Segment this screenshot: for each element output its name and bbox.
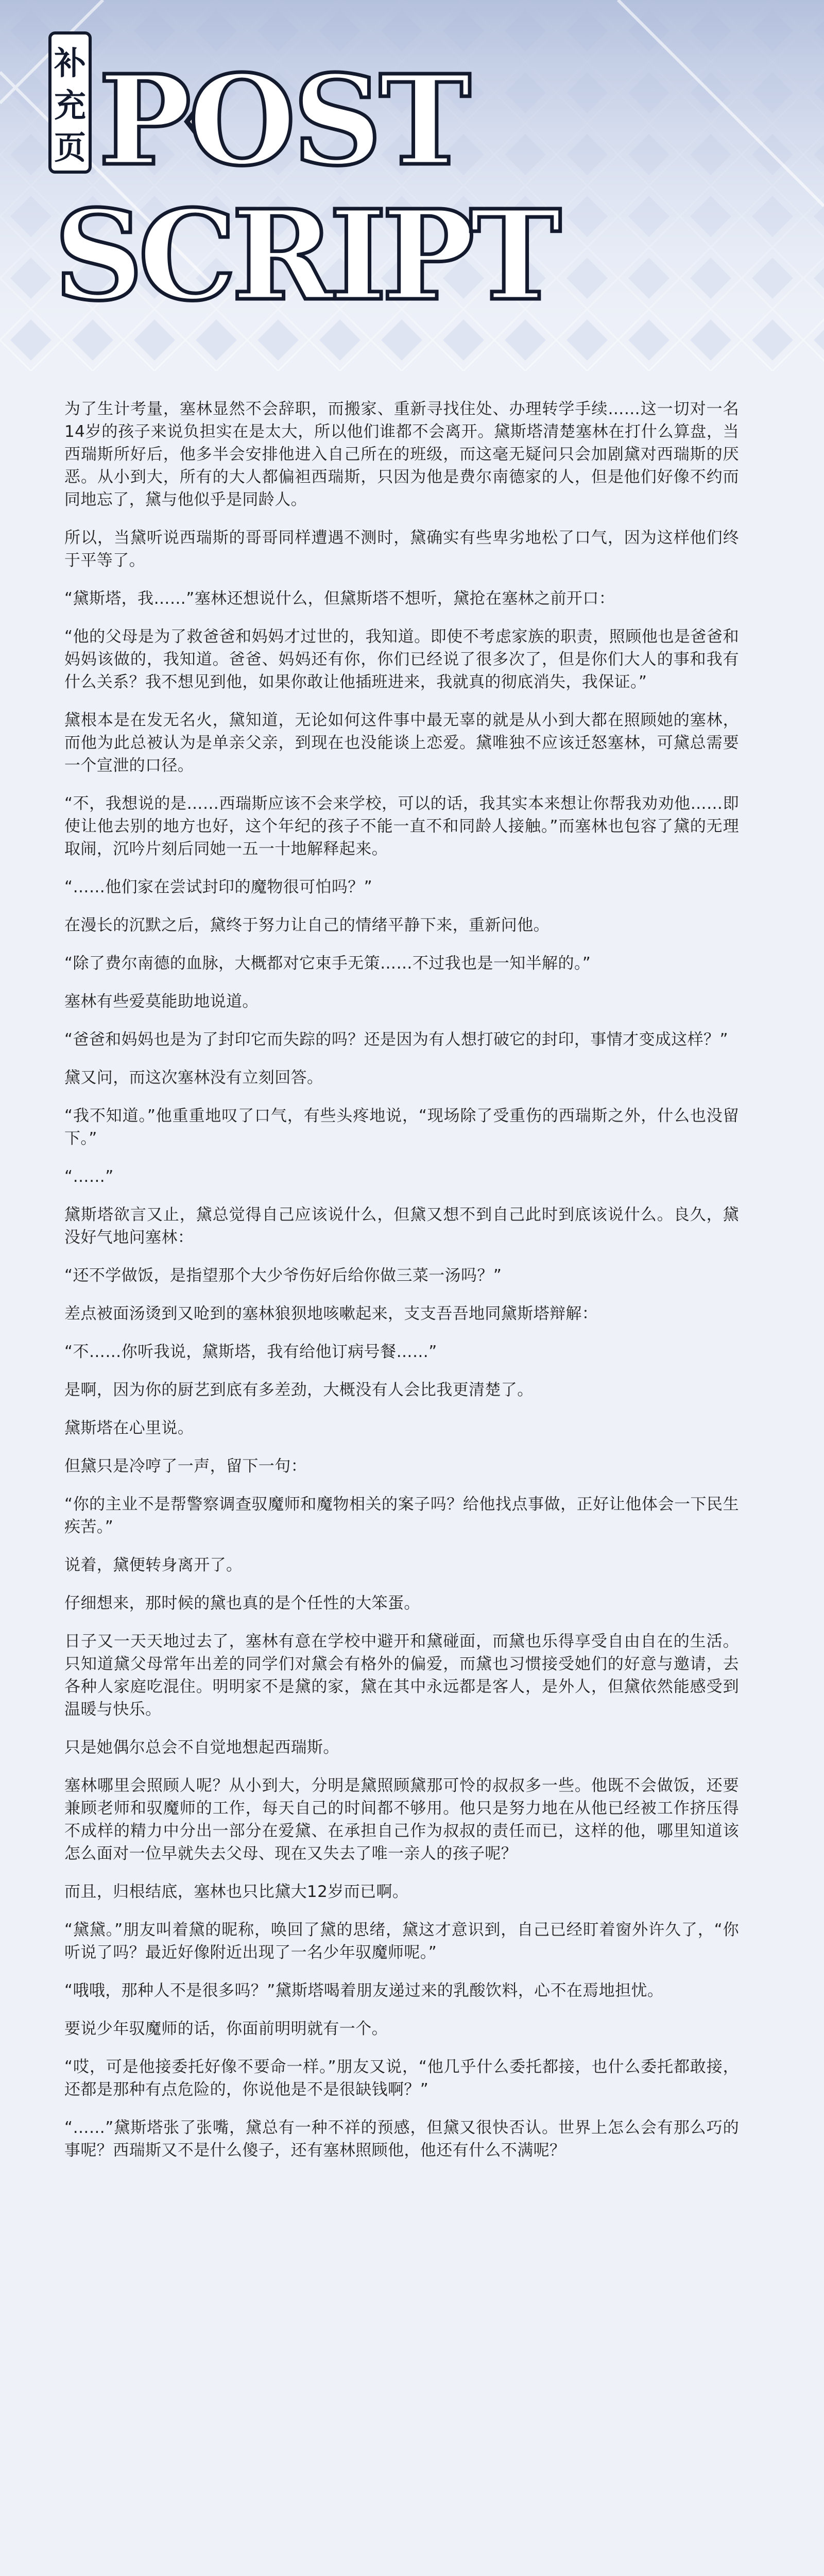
- title-tag-char-1: 补: [54, 44, 87, 82]
- paragraph: 只是她偶尔总会不自觉地想起西瑞斯。: [64, 1738, 339, 1757]
- paragraph: “……”黛斯塔张了张嘴，黛总有一种不祥的预感，但黛又很快否认。世界上怎么会有那么巧的事呢？西瑞斯又不是什么傻子，还有塞林照顾他，他还有什么不满呢？: [64, 2119, 739, 2160]
- paragraph: 黛斯塔在心里说。: [64, 1419, 194, 1437]
- paragraph: “不，我想说的是……西瑞斯应该不会来学校，可以的话，我其实本来想让你帮我劝劝他……即使让他去别的地方也好，这个年纪的孩子不能一直不和同龄人接触。”而塞林也包容了黛的无理取闹，沉吟片刻后同她一五一十地解释起来。: [64, 794, 739, 858]
- paragraph: “除了费尔南德的血脉，大概都对它束手无策……不过我也是一知半解的。”: [64, 954, 591, 973]
- paragraph: 仔细想来，那时候的黛也真的是个任性的大笨蛋。: [64, 1594, 420, 1613]
- paragraph: 而且，归根结底，塞林也只比黛大12岁而已啊。: [64, 1883, 409, 1901]
- title-tag: [50, 33, 90, 172]
- paragraph: “我不知道。”他重重地叹了口气，有些头疼地说，“现场除了受重伤的西瑞斯之外，什么也没留下。”: [64, 1107, 739, 1148]
- paragraph: “……”: [64, 1167, 114, 1186]
- paragraph: 黛根本是在发无名火，黛知道，无论如何这件事中最无辜的就是从小到大都在照顾她的塞林，而他为此总被认为是单亲父亲，到现在也没能谈上恋爱。黛唯独不应该迁怒塞林，可黛总需要一个宣泄的口径。: [64, 711, 739, 775]
- paragraph: 黛斯塔欲言又止，黛总觉得自己应该说什么，但黛又想不到自己此时到底该说什么。良久，黛没好气地问塞林：: [64, 1206, 739, 1247]
- paragraph: 所以，当黛听说西瑞斯的哥哥同样遭遇不测时，黛确实有些卑劣地松了口气，因为这样他们终于平等了。: [64, 529, 739, 570]
- paragraph: 说着，黛便转身离开了。: [64, 1556, 243, 1574]
- paragraph: “他的父母是为了救爸爸和妈妈才过世的，我知道。即使不考虑家族的职责，照顾他也是爸爸和妈妈该做的，我知道。爸爸、妈妈还有你，你们已经说了很多次了，但是你们大人的事和我有什么关系？我不想见到他，如果你敢让他插班进来，我就真的彻底消失，我保证。”: [64, 628, 739, 691]
- paragraph: “爸爸和妈妈也是为了封印它而失踪的吗？还是因为有人想打破它的封印，事情才变成这样？”: [64, 1030, 728, 1049]
- title-tag-char-2: 充: [54, 87, 87, 124]
- paragraph: “还不学做饭，是指望那个大少爷伤好后给你做三菜一汤吗？”: [64, 1266, 502, 1285]
- paragraph: “哎，可是他接委托好像不要命一样。”朋友又说，“他几乎什么委托都接，也什么委托都敢接，还都是那种有点危险的，你说他是不是很缺钱啊？”: [64, 2058, 739, 2099]
- title-tag-char-3: 页: [54, 129, 87, 166]
- paragraph: 黛又问，而这次塞林没有立刻回答。: [64, 1069, 323, 1087]
- paragraph: 日子又一天天地过去了，塞林有意在学校中避开和黛碰面，而黛也乐得享受自由自在的生活。只知道黛父母常年出差的同学们对黛会有格外的偏爱，而黛也习惯接受她们的好意与邀请，去各种人家庭吃混住。明明家不是黛的家，黛在其中永远都是客人，是外人，但黛依然能感受到温暖与快乐。: [64, 1632, 739, 1719]
- paragraph: 在漫长的沉默之后，黛终于努力让自己的情绪平静下来，重新问他。: [64, 916, 550, 935]
- paragraph: “黛黛。”朋友叫着黛的昵称，唤回了黛的思绪，黛这才意识到，自己已经盯着窗外许久了，“你听说了吗？最近好像附近出现了一名少年驭魔师呢。”: [64, 1921, 739, 1962]
- postscript-body: [64, 398, 739, 2177]
- title-script: SCRIPT: [54, 183, 557, 328]
- paragraph: “黛斯塔，我……”塞林还想说什么，但黛斯塔不想听，黛抢在塞林之前开口：: [64, 589, 615, 608]
- paragraph: “你的主业不是帮警察调查驭魔师和魔物相关的案子吗？给他找点事做，正好让他体会一下民生疾苦。”: [64, 1495, 739, 1536]
- paragraph: 要说少年驭魔师的话，你面前明明就有一个。: [64, 2020, 388, 2038]
- postscript-title: [49, 31, 557, 328]
- paragraph: 差点被面汤烫到又呛到的塞林狼狈地咳嗽起来，支支吾吾地同黛斯塔辩解：: [64, 1304, 598, 1323]
- paragraph: “……他们家在尝试封印的魔物很可怕吗？”: [64, 878, 373, 896]
- title-post: POST: [98, 48, 468, 193]
- paragraph: “哦哦，那种人不是很多吗？”黛斯塔喝着朋友递过来的乳酸饮料，心不在焉地担忧。: [64, 1981, 664, 2000]
- paragraph: 是啊，因为你的厨艺到底有多差劲，大概没有人会比我更清楚了。: [64, 1381, 534, 1399]
- paragraph: 但黛只是冷哼了一声，留下一句：: [64, 1457, 307, 1476]
- paragraph: 塞林有些爱莫能助地说道。: [64, 992, 259, 1011]
- paragraph: 塞林哪里会照顾人呢？从小到大，分明是黛照顾黛那可怜的叔叔多一些。他既不会做饭，还要兼顾老师和驭魔师的工作，每天自己的时间都不够用。他只是努力地在从他已经被工作挤压得不成样的精力中分出一部分在爱黛、在承担自己作为叔叔的责任而已，这样的他，哪里知道该怎么面对一位早就失去父母、现在又失去了唯一亲人的孩子呢？: [64, 1776, 739, 1863]
- paragraph: 为了生计考量，塞林显然不会辞职，而搬家、重新寻找住处、办理转学手续……这一切对一名14岁的孩子来说负担实在是太大，所以他们谁都不会离开。黛斯塔清楚塞林在打什么算盘，当西瑞斯所好后，他多半会安排他进入自己所在的班级，而这毫无疑问只会加剧黛对西瑞斯的厌恶。从小到大，所有的大人都偏袒西瑞斯，只因为他是费尔南德家的人，但是他们好像不约而同地忘了，黛与他似乎是同龄人。: [64, 400, 739, 509]
- paragraph: “不……你听我说，黛斯塔，我有给他订病号餐……”: [64, 1343, 437, 1361]
